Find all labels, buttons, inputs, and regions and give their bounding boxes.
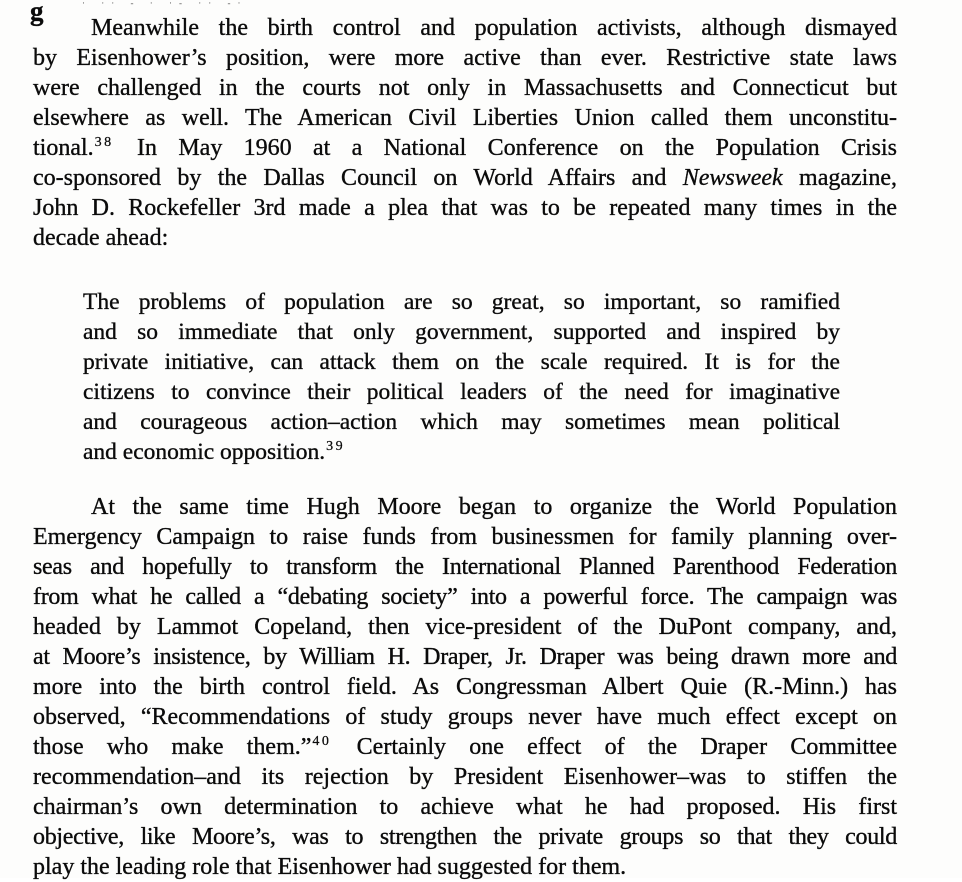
quote-line: and so immediate that only government, supported and inspired by (83, 319, 840, 345)
paragraph-activists (33, 13, 897, 253)
text-line: elsewhere as well. The American Civil Liberties Union called them unconstitu- (33, 105, 897, 131)
clipped-descender-glyph: g (30, 0, 44, 26)
newsweek-magazine-title: Newsweek (682, 165, 783, 191)
text-line: headed by Lammot Copeland, then vice-president of the DuPont company, and, (33, 614, 897, 640)
text-line: objective, like Moore’s, was to strengthen the private groups so that they could (33, 824, 897, 850)
text-line: play the leading role that Eisenhower had suggested for them. (33, 854, 627, 880)
line-text: those who make them.” (33, 734, 312, 760)
clipped-glyph-marks: · ·· ‐ · ·‐ ·· ‐· (82, 0, 248, 8)
quote-line: and courageous action–action which may sometimes mean political (83, 409, 840, 435)
line-text: co-sponsored by the Dallas Council on World Affairs and (33, 165, 683, 191)
line-text: and economic opposition. (83, 439, 326, 465)
footnote-ref-40: 40 (312, 734, 332, 749)
footnote-ref-39: 39 (326, 439, 346, 455)
text-line: were challenged in the courts not only in Massachusetts and Connecticut but (33, 75, 897, 101)
quote-line: private initiative, can attack them on the scale required. It is for the (83, 349, 840, 375)
text-line: decade ahead: (33, 225, 169, 251)
clipped-line-fragment (30, 0, 290, 26)
quote-line (83, 437, 840, 467)
text-line: observed, “Recommendations of study groups never have much effect except on (33, 704, 897, 730)
text-line: seas and hopefully to transform the International Planned Parenthood Federation (33, 554, 897, 580)
paragraph-moore-campaign (33, 492, 897, 882)
text-line: at Moore’s insistence, by William H. Draper, Jr. Draper was being drawn more and (33, 644, 897, 670)
line-text: Certainly one effect of the Draper Committee (333, 734, 897, 760)
text-line: Emergency Campaign to raise funds from businessmen for family planning over- (33, 524, 897, 550)
text-line: recommendation–and its rejection by President Eisenhower–was to stiffen the (33, 764, 897, 790)
text-line: chairman’s own determination to achieve what he had proposed. His first (33, 794, 897, 820)
footnote-ref-38: 38 (94, 135, 114, 150)
text-line (33, 133, 897, 163)
text-line: John D. Rockefeller 3rd made a plea that was to be repeated many times in the (33, 195, 897, 221)
line-text: magazine, (782, 165, 897, 191)
text-line: At the same time Hugh Moore began to organize the World Population (91, 494, 897, 520)
text-line (33, 732, 897, 762)
line-text: tional. (33, 135, 94, 161)
line-text: In May 1960 at a National Conference on the Population Crisis (115, 135, 897, 161)
text-line: Meanwhile the birth control and population activists, although dismayed (91, 15, 897, 41)
text-line: by Eisenhower’s position, were more active than ever. Restrictive state laws (33, 45, 897, 71)
text-line: from what he called a “debating society” into a powerful force. The campaign was (33, 584, 897, 610)
text-line (33, 163, 897, 193)
quote-line: The problems of population are so great, so important, so ramified (83, 289, 840, 315)
text-line: more into the birth control field. As Congressman Albert Quie (R.-Minn.) has (33, 674, 897, 700)
blockquote-rockefeller-plea (83, 287, 840, 467)
quote-line: citizens to convince their political leaders of the need for imaginative (83, 379, 840, 405)
